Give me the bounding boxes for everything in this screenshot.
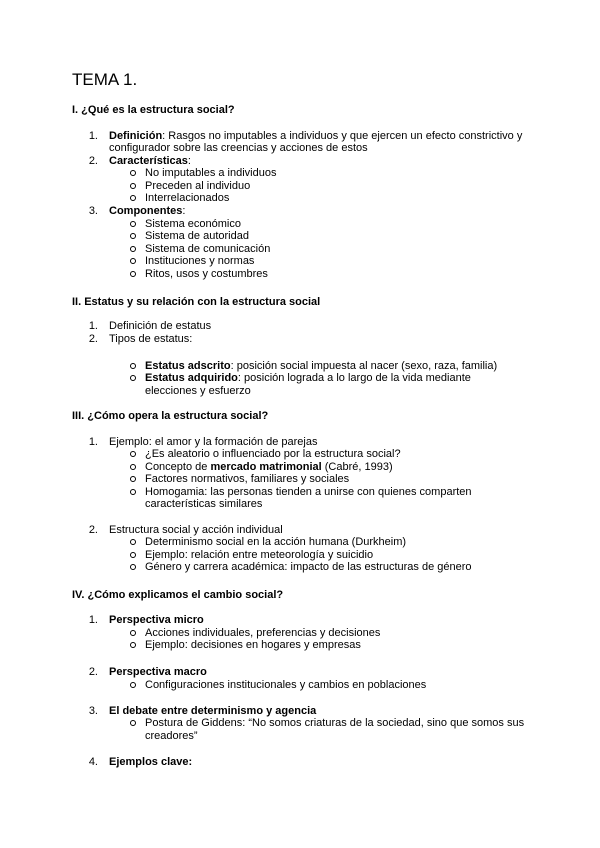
- list-number: 2.: [88, 666, 98, 678]
- bullet-icon: [130, 489, 136, 495]
- list-item: [109, 756, 192, 769]
- bullet-item: Género y carrera académica: impacto de las estructuras de género: [145, 561, 472, 573]
- bullet-item: Configuraciones institucionales y cambios en poblaciones: [145, 679, 427, 691]
- bullet-item: Homogamia: las personas tienden a unirse con quienes comparten: [145, 486, 472, 498]
- bullet-item: Instituciones y normas: [145, 255, 255, 267]
- list-number: 1.: [88, 130, 98, 142]
- estatus-adscrito-text: : posición social impuesta al nacer (sexo, raza, familia): [230, 360, 498, 372]
- bullet-item-continuation: características similares: [145, 498, 263, 510]
- list-item: Ejemplo: el amor y la formación de parejas: [109, 436, 318, 448]
- bullet-item: Postura de Giddens: “No somos criaturas de la sociedad, sino que somos sus: [145, 717, 525, 729]
- mercado-matrimonial-label: mercado matrimonial: [210, 461, 322, 473]
- estatus-adquirido-text: : posición lograda a lo largo de la vida mediante: [237, 372, 471, 384]
- mercado-post: (Cabré, 1993): [321, 461, 393, 473]
- list-number: 1.: [88, 614, 98, 626]
- bullet-item: Sistema de comunicación: [145, 243, 271, 255]
- list-item: [109, 614, 204, 627]
- section-heading-1: I. ¿Qué es la estructura social?: [72, 104, 235, 116]
- list-item: Tipos de estatus:: [109, 333, 193, 345]
- bullet-icon: [130, 271, 136, 277]
- list-number: 2.: [88, 333, 98, 345]
- colon: :: [187, 155, 191, 167]
- bullet-icon: [130, 642, 136, 648]
- bullet-item: Interrelacionados: [145, 192, 230, 204]
- bullet-item: Determinismo social en la acción humana (Durkheim): [145, 536, 407, 548]
- bullet-icon: [130, 258, 136, 264]
- bullet-icon: [130, 183, 136, 189]
- list-number: 3.: [88, 705, 98, 717]
- bullet-item: Factores normativos, familiares y sociales: [145, 473, 350, 485]
- bullet-item: No imputables a individuos: [145, 167, 277, 179]
- list-number: 2.: [88, 524, 98, 536]
- bullet-item: Sistema económico: [145, 218, 241, 230]
- bullet-item: [145, 360, 497, 373]
- list-item: [109, 666, 207, 679]
- bullet-icon: [130, 682, 136, 688]
- list-number: 4.: [88, 756, 98, 768]
- bullet-icon: [130, 246, 136, 252]
- page-title: TEMA 1.: [72, 70, 138, 89]
- bullet-icon: [130, 233, 136, 239]
- ejemplos-clave-label: Ejemplos clave:: [109, 756, 193, 768]
- list-item: [109, 705, 316, 718]
- debate-label: El debate entre determinismo y agencia: [109, 705, 317, 717]
- definicion-label: Definición: [109, 130, 163, 142]
- bullet-icon: [130, 375, 136, 381]
- list-item: Definición de estatus: [109, 320, 212, 332]
- list-number: 3.: [88, 205, 98, 217]
- perspectiva-macro-label: Perspectiva macro: [109, 666, 207, 678]
- bullet-item-continuation: elecciones y esfuerzo: [145, 385, 251, 397]
- list-item: [109, 155, 191, 168]
- bullet-icon: [130, 630, 136, 636]
- bullet-item: Ritos, usos y costumbres: [145, 268, 268, 280]
- bullet-icon: [130, 720, 136, 726]
- list-number: 1.: [88, 320, 98, 332]
- bullet-icon: [130, 552, 136, 558]
- section-heading-4: IV. ¿Cómo explicamos el cambio social?: [72, 589, 284, 601]
- bullet-icon: [130, 195, 136, 201]
- section-heading-3: III. ¿Cómo opera la estructura social?: [72, 410, 269, 422]
- estatus-adquirido-label: Estatus adquirido: [145, 372, 238, 384]
- componentes-label: Componentes: [109, 205, 183, 217]
- colon: :: [182, 205, 186, 217]
- bullet-item: Acciones individuales, preferencias y decisiones: [145, 627, 381, 639]
- bullet-item: [145, 461, 393, 474]
- estatus-adscrito-label: Estatus adscrito: [145, 360, 231, 372]
- section-heading-2: II. Estatus y su relación con la estructura social: [72, 296, 321, 308]
- list-item: Estructura social y acción individual: [109, 524, 283, 536]
- list-item: [109, 205, 185, 218]
- list-item-continuation: configurador sobre las creencias y acciones de estos: [109, 142, 368, 154]
- bullet-item: Preceden al individuo: [145, 180, 251, 192]
- bullet-item-continuation: creadores”: [145, 730, 198, 742]
- bullet-icon: [130, 464, 136, 470]
- bullet-icon: [130, 451, 136, 457]
- bullet-item: Sistema de autoridad: [145, 230, 249, 242]
- bullet-icon: [130, 170, 136, 176]
- definicion-text: : Rasgos no imputables a individuos y que ejercen un efecto constrictivo y: [162, 130, 523, 142]
- bullet-item: Ejemplo: relación entre meteorología y suicidio: [145, 549, 374, 561]
- caracteristicas-label: Características: [109, 155, 188, 167]
- bullet-icon: [130, 539, 136, 545]
- bullet-icon: [130, 363, 136, 369]
- perspectiva-micro-label: Perspectiva micro: [109, 614, 204, 626]
- list-item: [109, 130, 522, 143]
- mercado-pre: Concepto de: [145, 461, 211, 473]
- list-number: 1.: [88, 436, 98, 448]
- bullet-icon: [130, 564, 136, 570]
- list-number: 2.: [88, 155, 98, 167]
- bullet-icon: [130, 221, 136, 227]
- bullet-item: Ejemplo: decisiones en hogares y empresas: [145, 639, 361, 651]
- bullet-icon: [130, 476, 136, 482]
- bullet-item: ¿Es aleatorio o influenciado por la estructura social?: [145, 448, 401, 460]
- bullet-item: [145, 372, 471, 385]
